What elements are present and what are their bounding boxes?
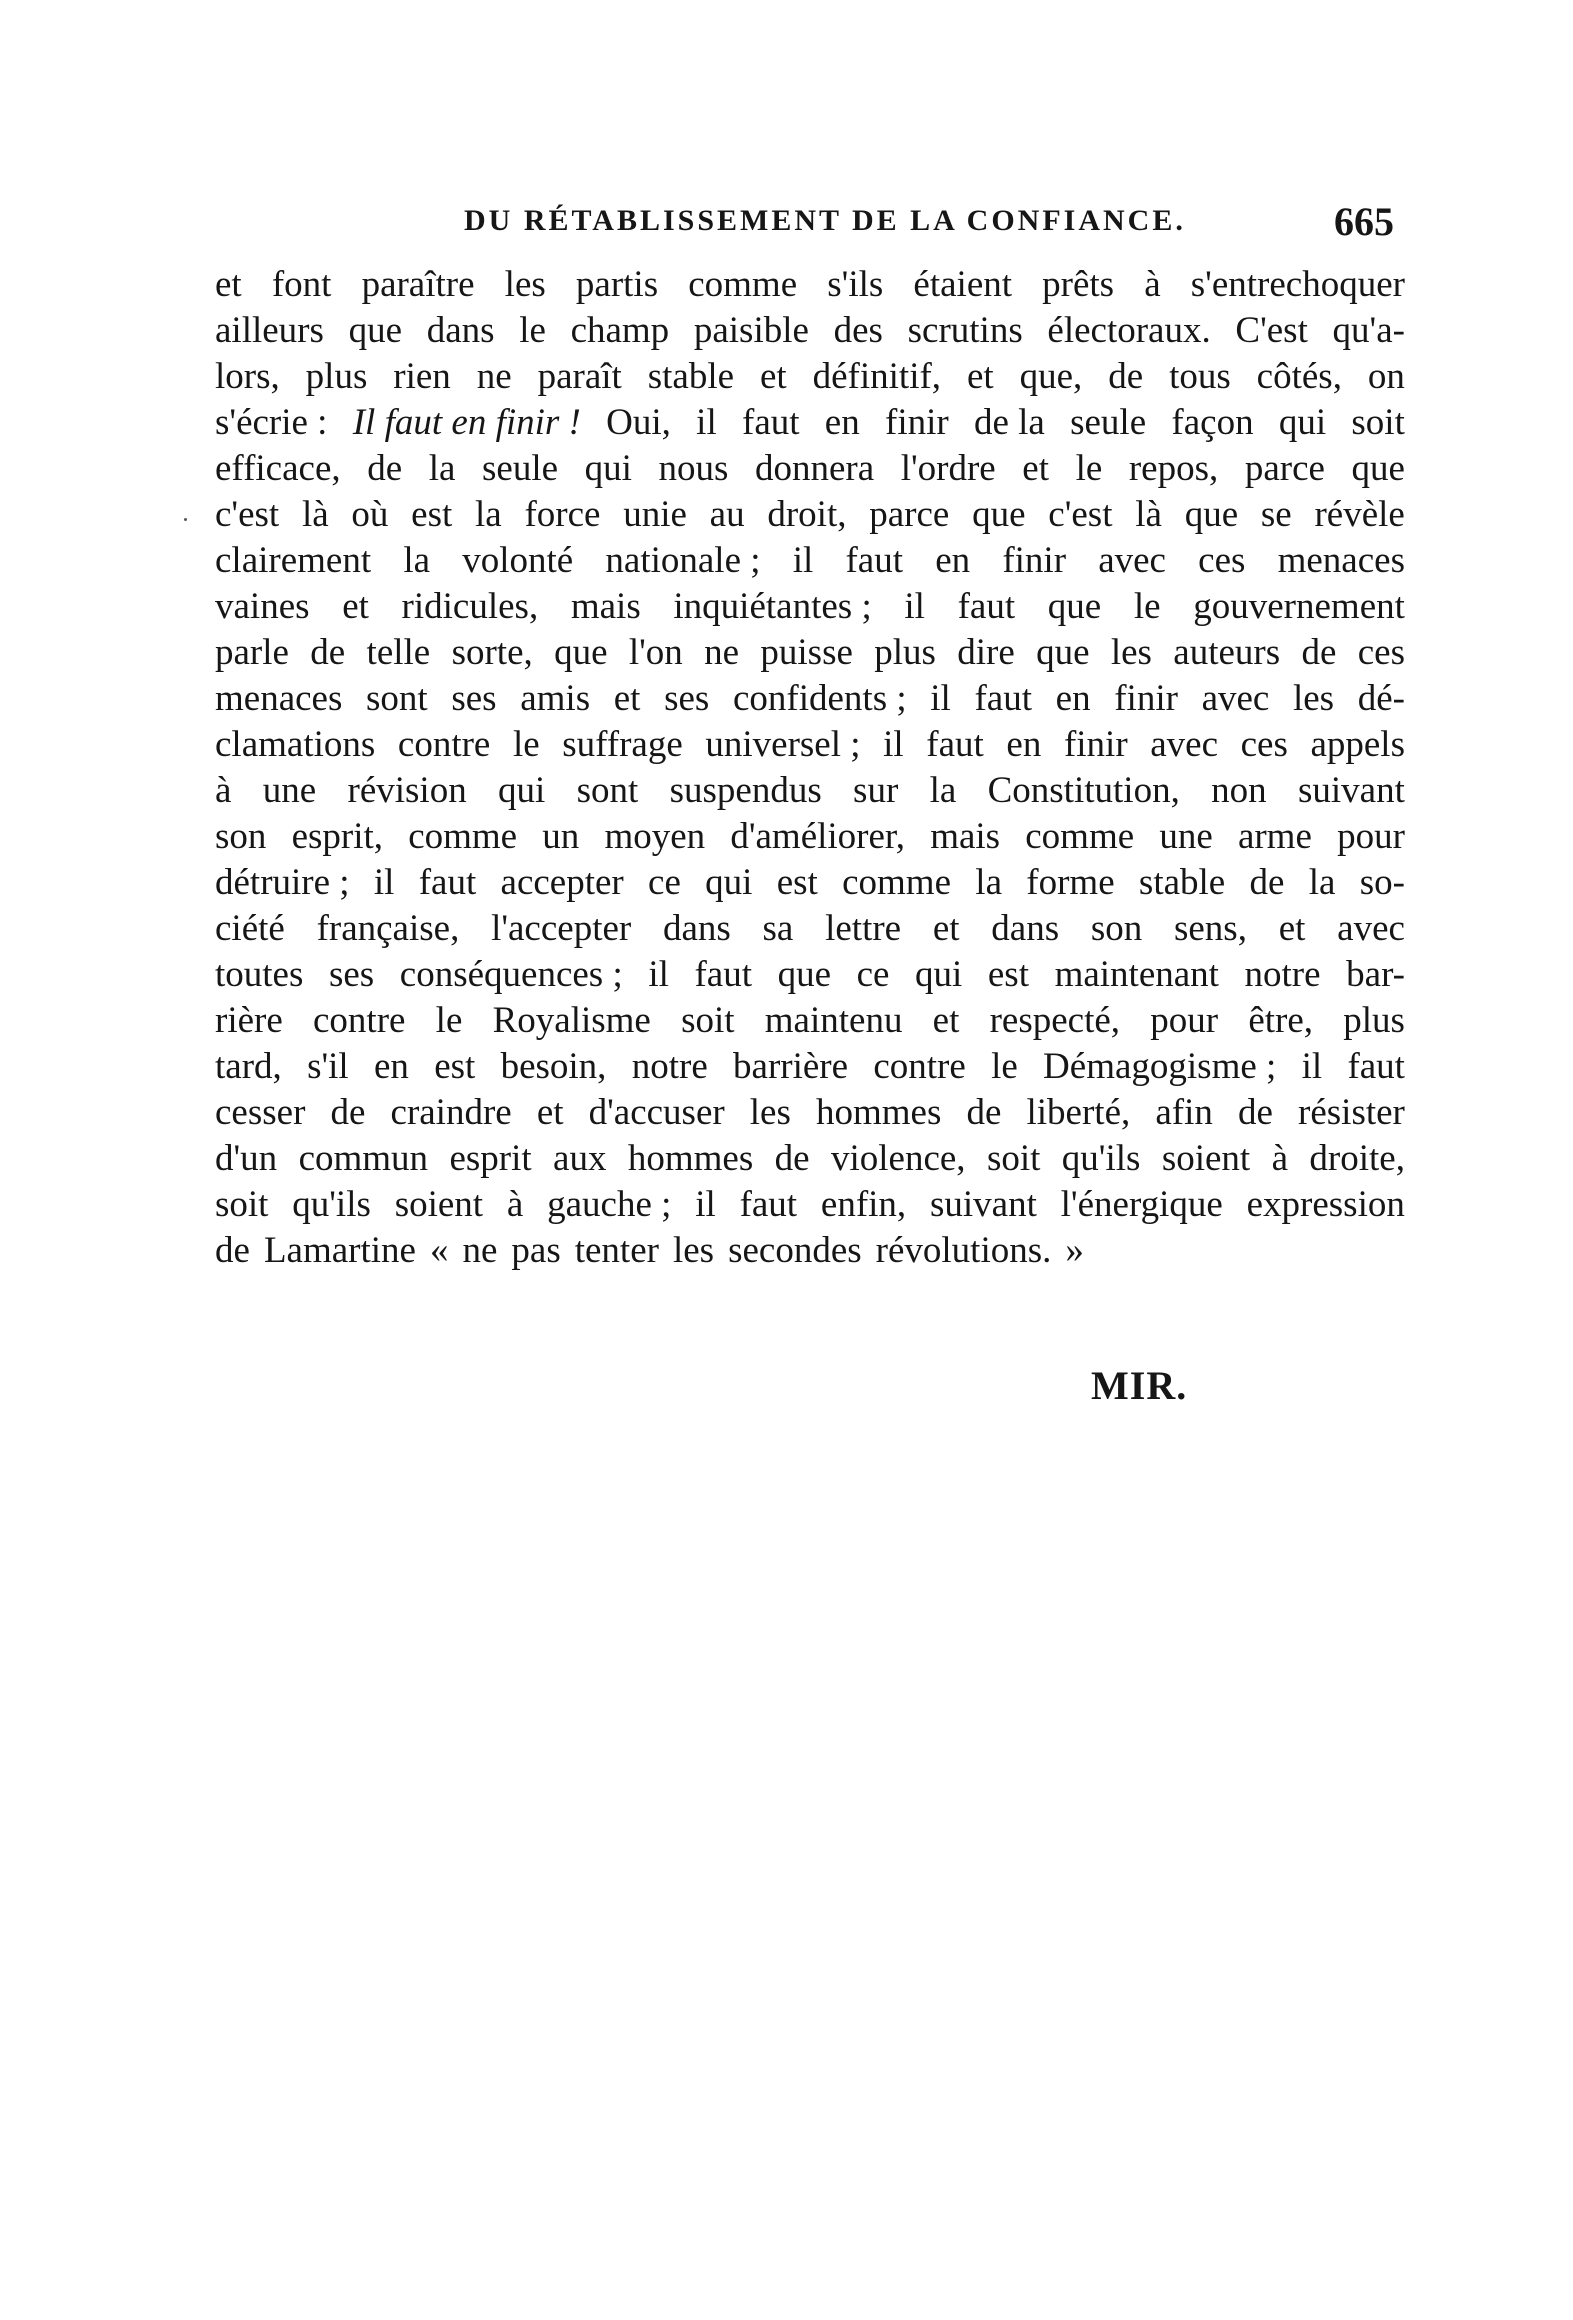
word: les [749, 1092, 791, 1133]
word: notre [1244, 954, 1321, 995]
word: française, [316, 908, 460, 949]
word: partis [575, 264, 659, 305]
word: de [330, 1092, 366, 1133]
word: que [1351, 448, 1405, 489]
word: et [613, 678, 641, 719]
word: et [932, 1000, 960, 1041]
word: nationale ; [605, 540, 761, 581]
word: telle [366, 632, 431, 673]
word: il [883, 724, 904, 765]
word: suivant [1297, 770, 1405, 811]
word: confidents ; [732, 678, 907, 719]
word: la [428, 448, 456, 489]
word: clamations [215, 724, 376, 765]
word: ses [328, 954, 375, 995]
word: esprit [449, 1138, 532, 1179]
word: suffrage [562, 724, 683, 765]
word: sorte, [451, 632, 533, 673]
word: rien [393, 356, 451, 397]
word: il [904, 586, 925, 627]
text-line [215, 400, 1405, 446]
word: accepter [500, 862, 624, 903]
word: pas [511, 1230, 561, 1271]
word: la [403, 540, 431, 581]
word: qui [1278, 402, 1327, 443]
word: gouvernement [1193, 586, 1405, 627]
word: que [1047, 586, 1102, 627]
word: stable [1138, 862, 1226, 903]
word: tous [1169, 356, 1231, 397]
word: qui [498, 770, 546, 811]
word: une [1159, 816, 1213, 857]
word: scrutins [907, 310, 1023, 351]
word: non [1211, 770, 1267, 811]
word: l'on [628, 632, 683, 673]
word: il [930, 678, 951, 719]
word: arme [1237, 816, 1312, 857]
word: avec [1337, 908, 1405, 949]
word: Oui, [606, 402, 671, 443]
text-line [215, 860, 1405, 906]
text-line [215, 308, 1405, 354]
word: son [215, 816, 267, 857]
word: ridicules, [401, 586, 539, 627]
word: secondes [728, 1230, 862, 1271]
word: de [1249, 862, 1285, 903]
word: que [1036, 632, 1090, 673]
word: et [215, 264, 242, 305]
word: est [434, 1046, 476, 1087]
word: et [759, 356, 787, 397]
word: Royalisme [492, 1000, 651, 1041]
word: hommes [815, 1092, 942, 1133]
word: ailleurs [215, 310, 324, 351]
word: les [1110, 632, 1152, 673]
word: finir [1063, 724, 1128, 765]
word: ce [856, 954, 890, 995]
word: font [271, 264, 332, 305]
word: maintenu [764, 1000, 903, 1041]
word: suspendus [669, 770, 822, 811]
word: faut [957, 586, 1016, 627]
word: est [411, 494, 453, 535]
word: faut [739, 1184, 798, 1225]
word: gauche ; [547, 1184, 672, 1225]
word: expression [1246, 1184, 1405, 1225]
word: qui [705, 862, 753, 903]
word: contre [397, 724, 491, 765]
word: nous [658, 448, 729, 489]
word: il [373, 862, 395, 903]
word: le [435, 1000, 463, 1041]
word: dans [662, 908, 731, 949]
word: seule [1070, 402, 1147, 443]
word: avec [1098, 540, 1166, 581]
word: dire [957, 632, 1015, 673]
word: ces [1198, 540, 1246, 581]
word: enfin, [820, 1184, 907, 1225]
word: là [1135, 494, 1162, 535]
italic-phrase: Il faut en finir ! [352, 402, 581, 443]
page-number: 665 [1334, 199, 1394, 244]
word: de la [973, 402, 1045, 443]
word: les [504, 264, 546, 305]
word: faut [1347, 1046, 1405, 1087]
word: forme [1026, 862, 1115, 903]
word: là [301, 494, 329, 535]
word: s'écrie : [215, 402, 328, 443]
word: toutes [215, 954, 304, 995]
word: en [1055, 678, 1091, 719]
word: tard, [215, 1046, 282, 1087]
word: qui [915, 954, 963, 995]
word: il [695, 1184, 716, 1225]
word: révolutions. [875, 1230, 1052, 1271]
word: soit [215, 1184, 269, 1225]
word: sens, [1173, 908, 1247, 949]
word: violence, [830, 1138, 966, 1179]
text-line [215, 1228, 1405, 1274]
word: que [348, 310, 403, 351]
word: besoin, [500, 1046, 607, 1087]
word: contre [873, 1046, 966, 1087]
text-line [215, 584, 1405, 630]
word: c'est [1048, 494, 1113, 535]
word: que [1184, 494, 1239, 535]
word: soit [1351, 402, 1405, 443]
word: clairement [215, 540, 372, 581]
word: pour [1337, 816, 1405, 857]
word: « [429, 1230, 449, 1271]
word: que [972, 494, 1026, 535]
word: les [672, 1230, 715, 1271]
word: la [975, 862, 1002, 903]
word: so- [1359, 862, 1405, 903]
word: Constitution, [987, 770, 1180, 811]
word: esprit, [291, 816, 384, 857]
word: que, [1019, 356, 1083, 397]
word: s'ils [827, 264, 884, 305]
word: amis [520, 678, 591, 719]
word: menaces [1277, 540, 1405, 581]
word: maintenant [1054, 954, 1219, 995]
word: se [1260, 494, 1292, 535]
word: notre [631, 1046, 708, 1087]
word: il [696, 402, 717, 443]
word: moyen [604, 816, 706, 857]
word: efficace, [215, 448, 341, 489]
body-text [215, 262, 1405, 1274]
text-line [215, 492, 1405, 538]
word: au [709, 494, 745, 535]
word: puisse [760, 632, 853, 673]
word: de [1108, 356, 1144, 397]
word: des [833, 310, 883, 351]
word: cesser [215, 1092, 306, 1133]
word: comme [688, 264, 798, 305]
word: bar- [1346, 954, 1405, 995]
word: paraît [537, 356, 622, 397]
word: le [512, 724, 540, 765]
word: en [1006, 724, 1042, 765]
word: donnera [754, 448, 875, 489]
word: son [1090, 908, 1143, 949]
text-line [215, 1044, 1405, 1090]
word: que [777, 954, 831, 995]
word: finir [885, 402, 949, 443]
word: en [824, 402, 860, 443]
word: craindre [390, 1092, 512, 1133]
word: parle [215, 632, 289, 673]
text-line [215, 906, 1405, 952]
word: ne [704, 632, 740, 673]
word: parce [869, 494, 950, 535]
word: qu'ils [292, 1184, 371, 1225]
word: faut [974, 678, 1032, 719]
word: soit [986, 1138, 1041, 1179]
word: conséquences ; [399, 954, 623, 995]
word: de [310, 632, 346, 673]
word: à [1271, 1138, 1289, 1179]
word: plus [305, 356, 368, 397]
word: faut [742, 402, 800, 443]
word: faut [845, 540, 903, 581]
text-line [215, 446, 1405, 492]
word: sont [366, 678, 428, 719]
running-title: DU RÉTABLISSEMENT DE LA CONFIANCE. [464, 204, 1186, 237]
text-line [215, 722, 1405, 768]
word: l'accepter [491, 908, 632, 949]
text-line [215, 538, 1405, 584]
word: où [351, 494, 389, 535]
word: afin [1155, 1092, 1213, 1133]
word: et [1278, 908, 1306, 949]
word: qu'a- [1332, 310, 1405, 351]
word: faut [926, 724, 984, 765]
word: finir [1002, 540, 1067, 581]
word: Lamartine [263, 1230, 416, 1271]
word: est [987, 954, 1029, 995]
word: à [506, 1184, 524, 1225]
word: rière [215, 1000, 283, 1041]
word: d'un [215, 1138, 278, 1179]
word: paraître [361, 264, 475, 305]
word: comme [842, 862, 952, 903]
word: qui [584, 448, 632, 489]
word: la [929, 770, 957, 811]
word: il [648, 954, 669, 995]
word: force [524, 494, 601, 535]
word: qu'ils [1061, 1138, 1141, 1179]
word: d'accuser [588, 1092, 725, 1133]
word: ces [1240, 724, 1288, 765]
word: étaient [913, 264, 1013, 305]
text-line [215, 1136, 1405, 1182]
word: ce [648, 862, 681, 903]
word: il [792, 540, 814, 581]
word: menaces [215, 678, 343, 719]
word: que [554, 632, 608, 673]
word: universel ; [705, 724, 861, 765]
word: barrière [733, 1046, 849, 1087]
word: ciété [215, 908, 285, 949]
word: parce [1244, 448, 1325, 489]
word: prêts [1042, 264, 1115, 305]
word: le [1133, 586, 1161, 627]
word: finir [1114, 678, 1178, 719]
word: paisible [693, 310, 809, 351]
word: à [215, 770, 232, 811]
word: côtés, [1256, 356, 1342, 397]
word: la [1308, 862, 1336, 903]
word: on [1367, 356, 1405, 397]
word: dé- [1357, 678, 1405, 719]
word: inquiétantes ; [673, 586, 872, 627]
word: les [1292, 678, 1335, 719]
word: en [935, 540, 971, 581]
word: à [1144, 264, 1161, 305]
word: l'énergique [1060, 1184, 1223, 1225]
word: de [215, 1230, 250, 1271]
word: contre [313, 1000, 406, 1041]
word: le [519, 310, 546, 351]
word: soit [681, 1000, 735, 1041]
word: repos, [1128, 448, 1219, 489]
text-line [215, 262, 1405, 308]
word: et [342, 586, 369, 627]
text-line [215, 814, 1405, 860]
word: détruire ; [215, 862, 350, 903]
text-line [215, 1090, 1405, 1136]
margin-dot [184, 518, 187, 521]
word: plus [874, 632, 936, 673]
word: aux [553, 1138, 607, 1179]
word: lors, [215, 356, 280, 397]
word: révèle [1314, 494, 1405, 535]
word: dans [991, 908, 1060, 949]
word: Démagogisme ; [1043, 1046, 1277, 1087]
word: liberté, [1026, 1092, 1131, 1133]
word: l'ordre [900, 448, 996, 489]
word: avec [1150, 724, 1219, 765]
word: le [1075, 448, 1103, 489]
word: volonté [462, 540, 574, 581]
word: une [262, 770, 317, 811]
word: révision [347, 770, 467, 811]
word: dans [426, 310, 495, 351]
word: de [774, 1138, 810, 1179]
word: suivant [929, 1184, 1037, 1225]
word: respecté, [989, 1000, 1121, 1041]
word: ne [462, 1230, 498, 1271]
word: le [991, 1046, 1018, 1087]
word: soient [394, 1184, 484, 1225]
author-signature: MIR. [1091, 1363, 1188, 1408]
text-line [215, 630, 1405, 676]
word: » [1065, 1230, 1084, 1271]
word: mais [570, 586, 641, 627]
word: de [367, 448, 403, 489]
word: ne [476, 356, 512, 397]
word: et [1022, 448, 1049, 489]
word: et [932, 908, 960, 949]
word: il [1301, 1046, 1323, 1087]
word: faut [418, 862, 477, 903]
text-line [215, 952, 1405, 998]
word: tenter [574, 1230, 659, 1271]
word: C'est [1235, 310, 1308, 351]
word: façon [1171, 402, 1254, 443]
word: c'est [215, 494, 280, 535]
word: sur [853, 770, 899, 811]
word: comme [408, 816, 518, 857]
word: de [1237, 1092, 1273, 1133]
word: sa [762, 908, 794, 949]
word: plus [1343, 1000, 1405, 1041]
word: droit, [767, 494, 847, 535]
word: ses [451, 678, 497, 719]
word: en [373, 1046, 409, 1087]
word: auteurs [1173, 632, 1281, 673]
word: commun [298, 1138, 429, 1179]
word: pour [1150, 1000, 1219, 1041]
word: de [1301, 632, 1337, 673]
text-line [215, 998, 1405, 1044]
word: est [776, 862, 818, 903]
text-line [215, 676, 1405, 722]
word: avec [1201, 678, 1270, 719]
word: s'il [307, 1046, 349, 1087]
word: seule [482, 448, 559, 489]
word: champ [570, 310, 670, 351]
word: comme [1025, 816, 1135, 857]
word: la [475, 494, 502, 535]
word: définitif, [812, 356, 942, 397]
word: ces [1357, 632, 1405, 673]
word: un [542, 816, 580, 857]
word: soient [1161, 1138, 1251, 1179]
word: vaines [215, 586, 310, 627]
word: et [966, 356, 994, 397]
word: faut [694, 954, 752, 995]
word: s'entrechoquer [1190, 264, 1405, 305]
word: droite, [1309, 1138, 1405, 1179]
word: ses [664, 678, 710, 719]
word: unie [623, 494, 687, 535]
word: résister [1298, 1092, 1405, 1133]
text-line [215, 354, 1405, 400]
word: sont [576, 770, 639, 811]
word: être, [1248, 1000, 1314, 1041]
word: et [536, 1092, 564, 1133]
word: appels [1310, 724, 1405, 765]
word: de [966, 1092, 1002, 1133]
word: lettre [825, 908, 902, 949]
word: mais [930, 816, 1001, 857]
text-line [215, 1182, 1405, 1228]
text-line [215, 768, 1405, 814]
word: stable [647, 356, 735, 397]
word: d'améliorer, [730, 816, 906, 857]
word: hommes [627, 1138, 754, 1179]
word: électoraux. [1047, 310, 1211, 351]
